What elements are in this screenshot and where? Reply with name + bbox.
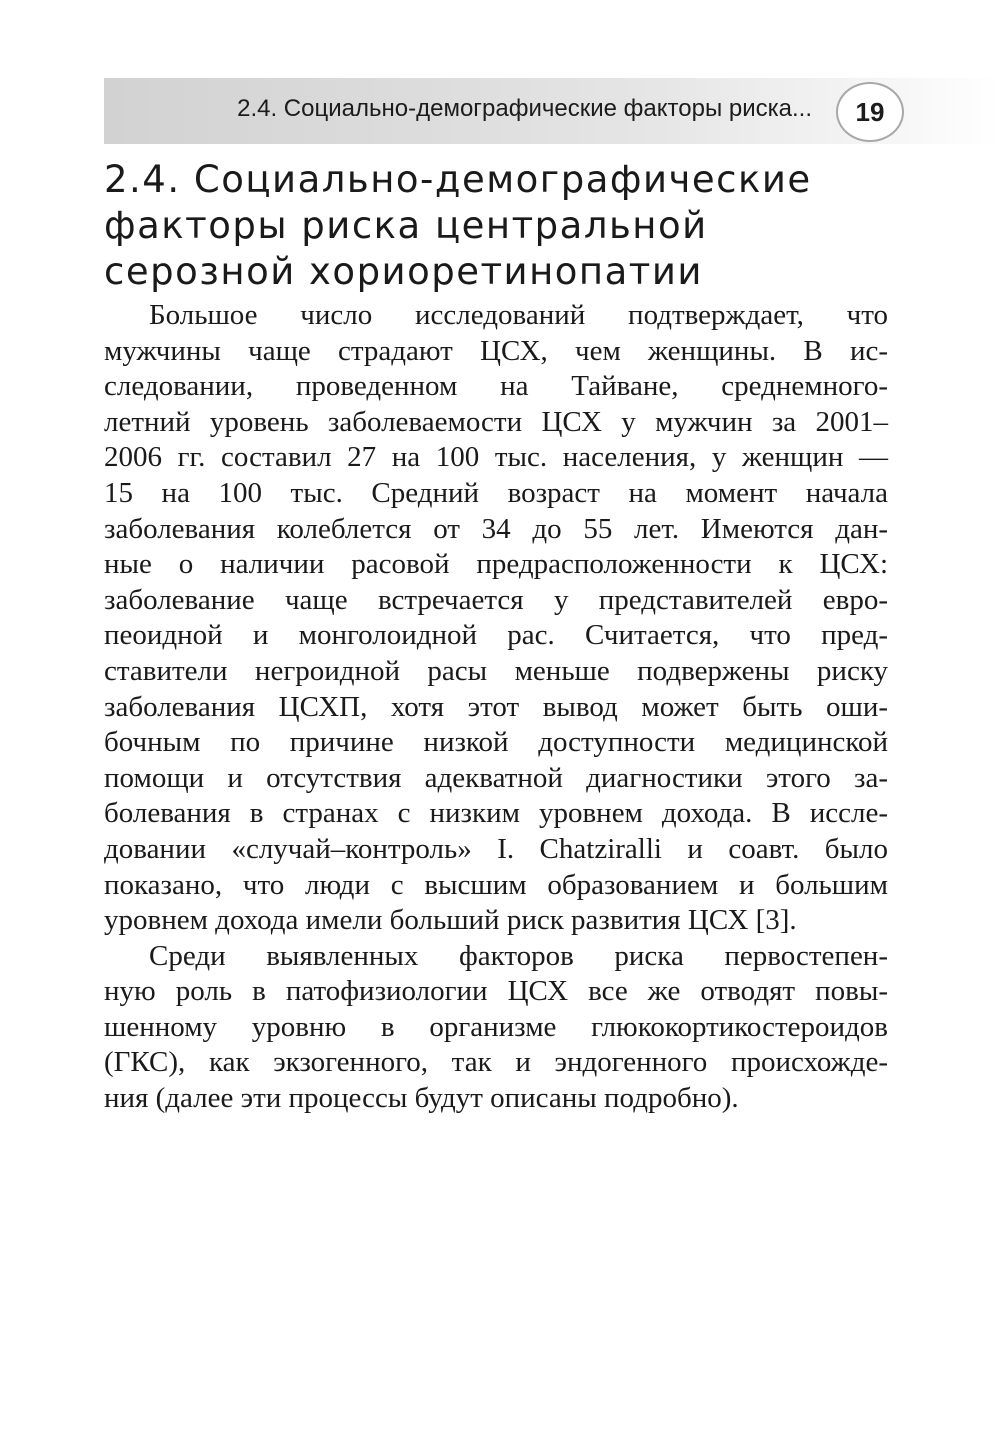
paragraph-line: помощи и отсутствия адекватной диагностики этого за- (104, 761, 888, 794)
paragraph-line: Большое число исследований подтверждает, что (149, 299, 888, 331)
section-heading-line: 2.4. Социально-демографические (104, 158, 812, 201)
section-heading-line: серозной хориоретинопатии (104, 250, 703, 293)
paragraph-line: бочным по причине низкой доступности медицинской (104, 726, 888, 759)
paragraph-line: заболевания ЦСХП, хотя этот вывод может быть оши- (104, 690, 888, 723)
paragraph-line: следовании, проведенном на Тайване, среднемного- (104, 370, 888, 403)
paragraph-line: пеоидной и монголоидной рас. Считается, что пред- (104, 619, 888, 652)
paragraph-line: Среди выявленных факторов риска первостепен- (149, 939, 888, 972)
paragraph-line: летний уровень заболеваемости ЦСХ у мужчин за 2001– (104, 405, 888, 438)
paragraph-line: болевания в странах с низким уровнем дохода. В иссле- (104, 797, 888, 830)
paragraph-line: 15 на 100 тыс. Средний возраст на момент начала (104, 476, 888, 509)
paragraph-line: мужчины чаще страдают ЦСХ, чем женщины. В ис- (104, 334, 888, 367)
paragraph-line: ставители негроидной расы меньше подвержены риску (104, 654, 888, 687)
paragraph-line: показано, что люди с высшим образованием и большим (104, 868, 888, 901)
paragraph (104, 939, 888, 1117)
section-heading-line: факторы риска центральной (104, 204, 708, 247)
page-number-badge (836, 82, 904, 142)
paragraph-line: уровнем дохода имели больший риск развития ЦСХ [3]. (104, 904, 797, 937)
paragraph-line: ные о наличии расовой предрасположенности к ЦСХ: (104, 548, 888, 581)
paragraph-line: ния (далее эти процессы будут описаны подробно). (104, 1082, 739, 1115)
running-header-title: 2.4. Социально-демографические факторы риска... (237, 95, 812, 122)
paragraph-line: довании «случай–контроль» I. Chatziralli и соавт. было (104, 832, 888, 865)
paragraph-line: заболевание чаще встречается у представителей евро- (104, 583, 888, 616)
paragraph-line: заболевания колеблется от 34 до 55 лет. Имеются дан- (104, 512, 888, 545)
body-text (104, 298, 888, 1117)
paragraph (104, 298, 888, 939)
paragraph-line: ную роль в патофизиологии ЦСХ все же отводят повы- (104, 975, 888, 1008)
section-heading (104, 157, 924, 295)
page-number: 19 (855, 97, 885, 127)
paragraph-line: шенному уровню в организме глюкокортикостероидов (104, 1010, 888, 1043)
paragraph-line: (ГКС), как экзогенного, так и эндогенного происхожде- (104, 1046, 888, 1079)
paragraph-line: 2006 гг. составил 27 на 100 тыс. населения, у женщин — (104, 441, 888, 474)
